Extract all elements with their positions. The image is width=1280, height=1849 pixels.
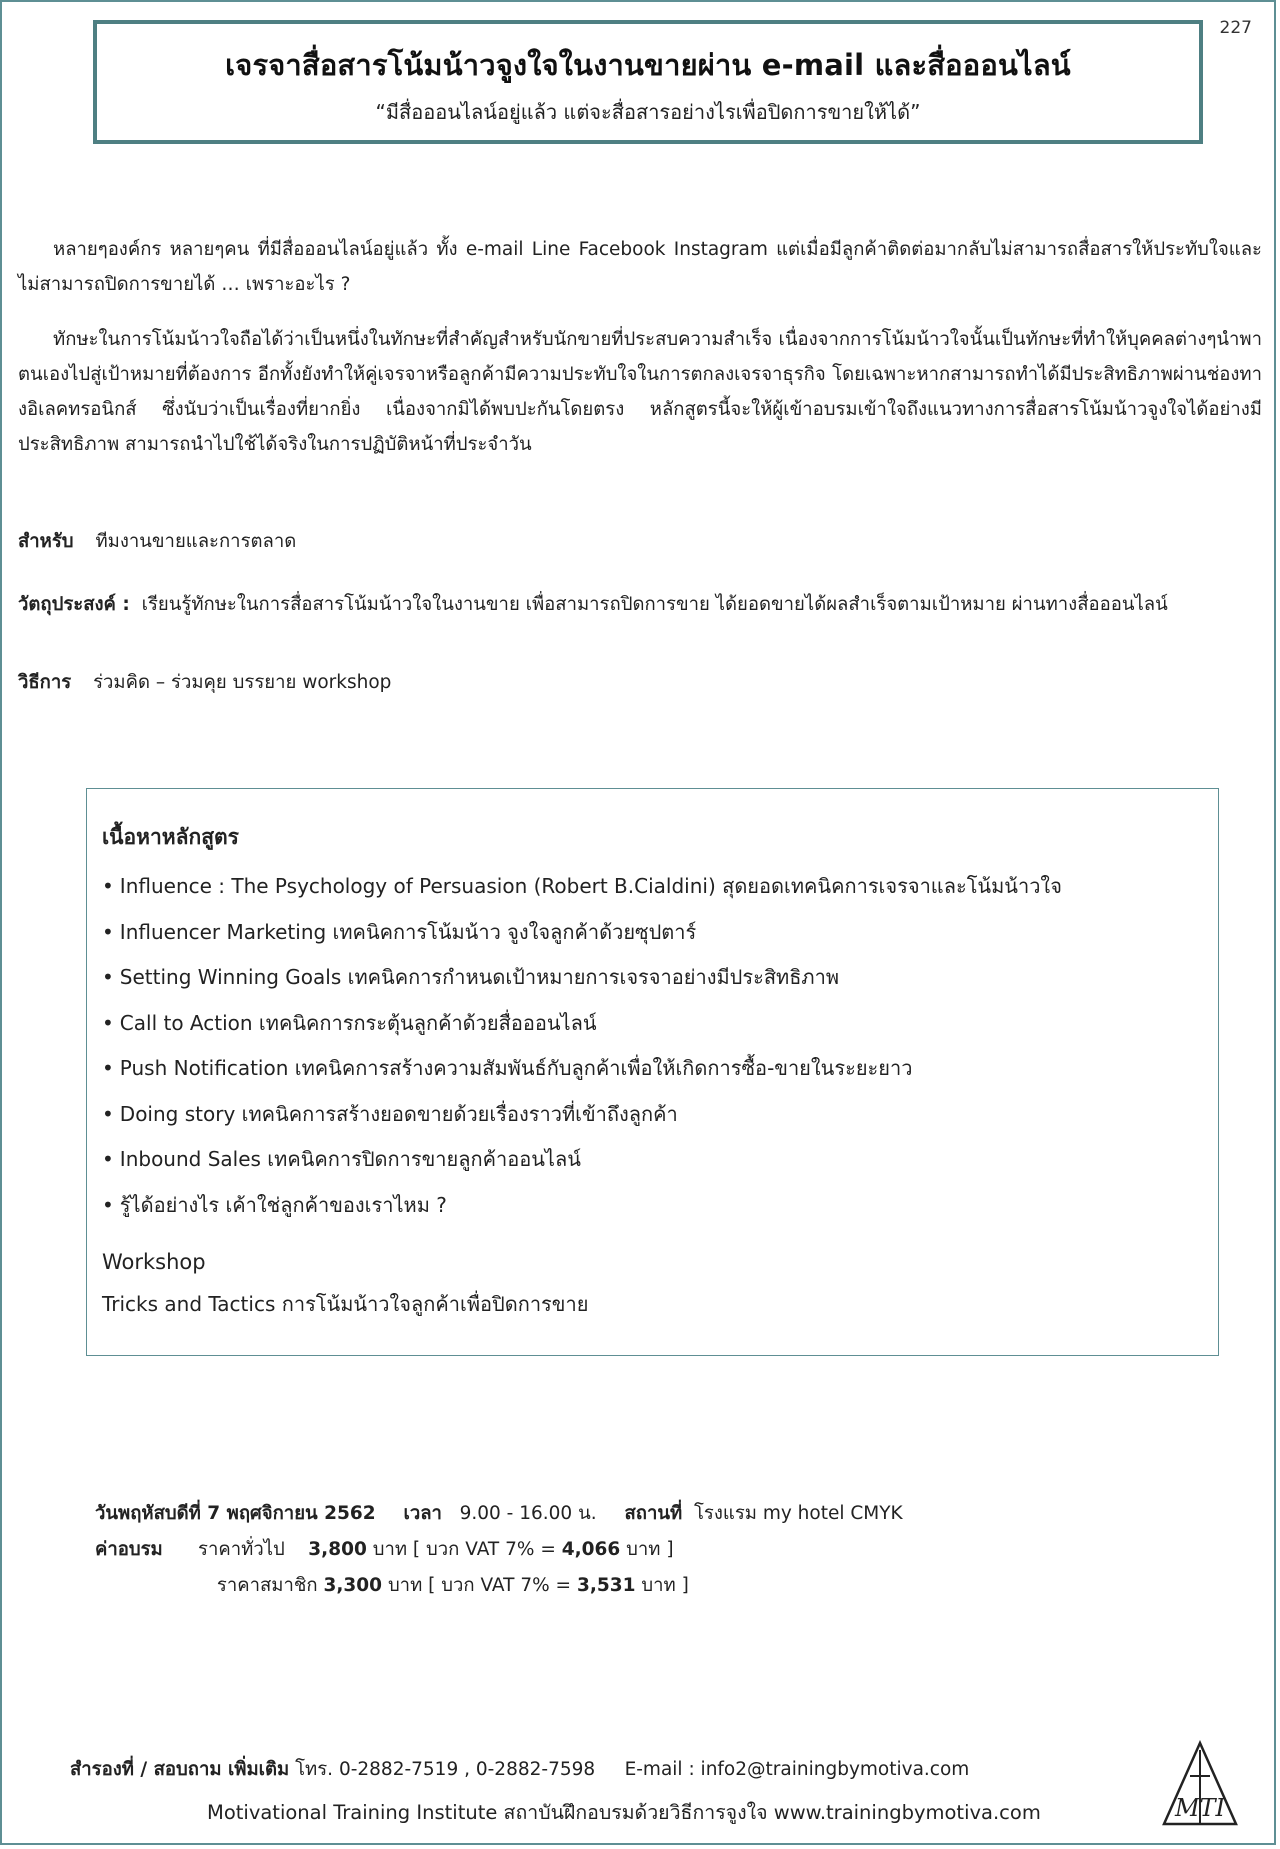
event-time-label: เวลา (403, 1503, 442, 1524)
bullet-icon: • (102, 919, 114, 944)
general-price: 3,800 (308, 1539, 367, 1560)
list-item (102, 955, 1218, 1001)
event-time-value: 9.00 - 16.00 น. (459, 1503, 597, 1524)
bullet-icon: • (102, 1101, 114, 1126)
objective-value: เรียนรู้ทักษะในการสื่อสารโน้มน้าวใจในงานขาย เพื่อสามารถปิดการขาย ได้ยอดขายได้ผลสำเร็จตามเป้าหมาย ผ่านทางสื่อออนไลน์ (141, 594, 1168, 615)
list-item-text: Influencer Marketing เทคนิคการโน้มน้าว จูงใจลูกค้าด้วยซุปตาร์ (119, 919, 697, 944)
bullet-icon: • (102, 1056, 114, 1080)
event-details (95, 1496, 1195, 1604)
bullet-icon: • (102, 1147, 114, 1171)
page-subtitle: “มีสื่อออนไลน์อยู่แล้ว แต่จะสื่อสารอย่างไรเพื่อปิดการขายให้ได้” (375, 100, 921, 124)
list-item (102, 1137, 1218, 1183)
method-row (18, 668, 1268, 697)
course-content-list (102, 864, 1218, 1228)
member-price-vat: 3,531 (576, 1575, 636, 1596)
list-item-text: Doing story เทคนิคการสร้างยอดขายด้วยเรื่องราวที่เข้าถึงลูกค้า (119, 1101, 678, 1126)
intro-paragraph-2: ทักษะในการโน้มน้าวใจถือได้ว่าเป็นหนึ่งในทักษะที่สำคัญสำหรับนักขายที่ประสบความสำเร็จ เนื่องจากการโน้มน้าวใจนั้นเป็นทักษะที่ทำให้บุคคลต่างๆนำพาตนเองไปสู่เป้าหมายที่ต้องการ อีกทั้งยังทำให้คู่เจรจาหรือลูกค้ามีความประทับใจในการตกลงเจรจาธุรกิจ โดยเฉพาะหากสามารถทำได้มีประสิทธิภาพผ่านช่องทางอิเลคทรอนิกส์ ซึ่งนับว่าเป็นเรื่องที่ยากยิ่ง เนื่องจากมิได้พบปะกันโดยตรง หลักสูตรนี้จะให้ผู้เข้าอบรมเข้าใจถึงแนวทางการสื่อสารโน้มน้าวจูงใจได้อย่างมีประสิทธิภาพ สามารถนำไปใช้ได้จริงในการปฏิบัติหน้าที่ประจำวัน (18, 329, 1262, 455)
list-item (102, 1001, 1218, 1047)
list-item (102, 1092, 1218, 1138)
list-item-text: Push Notification เทคนิคการสร้างความสัมพันธ์กับลูกค้าเพื่อให้เกิดการซื้อ-ขายในระยะยาว (119, 1056, 913, 1080)
list-item (102, 864, 1218, 910)
general-price-suffix: บาท [ บวก VAT 7% = (372, 1539, 556, 1560)
contact-email: E-mail : info2@trainingbymotiva.com (624, 1759, 970, 1780)
list-item (102, 1046, 1218, 1092)
bullet-icon: • (102, 1010, 114, 1035)
title-box (93, 20, 1203, 144)
method-label: วิธีการ (18, 672, 72, 693)
member-price-row (95, 1568, 1195, 1604)
general-price-end: บาท ] (626, 1539, 674, 1560)
course-content-box (86, 788, 1219, 1356)
workshop-heading: Workshop (102, 1250, 206, 1274)
workshop-text: Tricks and Tactics การโน้มน้าวใจลูกค้าเพื่อปิดการขาย (102, 1292, 589, 1316)
event-date: วันพฤหัสบดีที่ 7 พฤศจิกายน 2562 (95, 1503, 376, 1524)
contact-label: สำรองที่ / สอบถาม เพิ่มเติม (70, 1759, 290, 1780)
target-audience-label: สำหรับ (18, 531, 74, 552)
footer-institute: Motivational Training Institute สถาบันฝึกอบรมด้วยวิธีการจูงใจ www.trainingbymotiva.com (207, 1801, 1041, 1824)
bullet-icon: • (102, 965, 114, 989)
event-venue-value: โรงแรม my hotel CMYK (693, 1503, 903, 1524)
target-audience-row (18, 527, 1268, 556)
member-price-end: บาท ] (641, 1575, 689, 1596)
page-title: เจรจาสื่อสารโน้มน้าวจูงใจในงานขายผ่าน e-mail และสื่อออนไลน์ (225, 48, 1071, 82)
list-item-text: Call to Action เทคนิคการกระตุ้นลูกค้าด้วยสื่อออนไลน์ (119, 1010, 597, 1035)
list-item-text: รู้ได้อย่างไร เค้าใช่ลูกค้าของเราไหม ? (119, 1192, 447, 1217)
footer-contact (70, 1755, 969, 1784)
bullet-icon: • (102, 1192, 114, 1217)
general-price-label: ราคาทั่วไป (198, 1539, 285, 1560)
list-item-text: Inbound Sales เทคนิคการปิดการขายลูกค้าออนไลน์ (119, 1147, 581, 1171)
mti-logo-icon (1160, 1740, 1240, 1830)
general-price-vat: 4,066 (561, 1539, 621, 1560)
list-item (102, 1183, 1218, 1229)
bullet-icon: • (102, 874, 114, 898)
method-value: ร่วมคิด – ร่วมคุย บรรยาย workshop (93, 672, 392, 693)
logo-text: MTI (1174, 1794, 1226, 1822)
fee-label: ค่าอบรม (95, 1539, 163, 1560)
list-item-text: Setting Winning Goals เทคนิคการกำหนดเป้าหมายการเจรจาอย่างมีประสิทธิภาพ (119, 965, 840, 989)
general-price-row (95, 1532, 1195, 1568)
target-audience-value: ทีมงานขายและการตลาด (95, 531, 297, 552)
page-number: 227 (1219, 18, 1252, 38)
list-item-text: Influence : The Psychology of Persuasion (Robert B.Cialdini) สุดยอดเทคนิคการเจรจาและโน้มน้าวใจ (119, 874, 1062, 898)
member-price-label: ราคาสมาชิก (216, 1575, 318, 1596)
intro-paragraph-1: หลายๆองค์กร หลายๆคน ที่มีสื่อออนไลน์อยู่แล้ว ทั้ง e-mail Line Facebook Instagram แต่เมื่อมีลูกค้าติดต่อมากลับไม่สามารถสื่อสารให้ประทับใจและไม่สามารถปิดการขายได้ … เพราะอะไร ? (18, 239, 1262, 295)
member-price-suffix: บาท [ บวก VAT 7% = (387, 1575, 572, 1596)
list-item (102, 910, 1218, 956)
objective-label: วัตถุประสงค์ : (18, 594, 130, 615)
contact-phone: โทร. 0-2882-7519 , 0-2882-7598 (295, 1759, 596, 1780)
course-content-heading: เนื้อหาหลักสูตร (102, 825, 239, 849)
event-venue-label: สถานที่ (624, 1503, 683, 1524)
intro-section (18, 232, 1262, 482)
member-price: 3,300 (323, 1575, 383, 1596)
objective-row (18, 590, 1268, 619)
event-date-row (95, 1496, 1195, 1532)
